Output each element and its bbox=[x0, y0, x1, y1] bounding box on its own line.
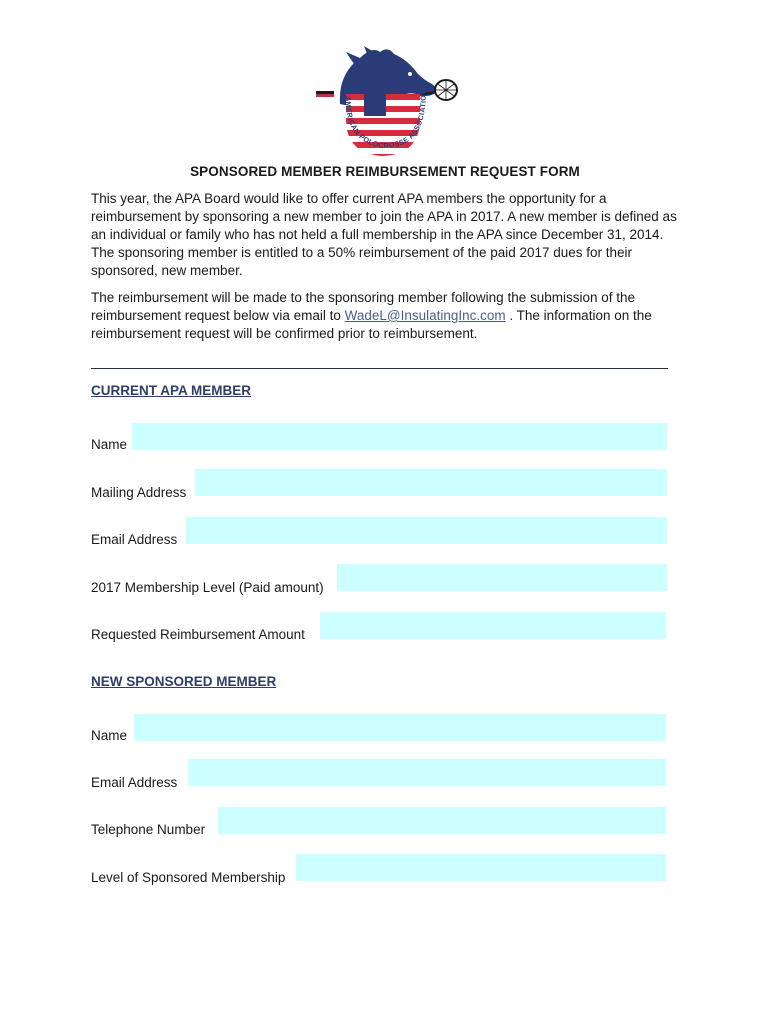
submission-text-before: The reimbursement will be made to the sponsoring member following the submission of the reimbursement request below via email to bbox=[91, 290, 636, 323]
intro-paragraph: This year, the APA Board would like to offer current APA members the opportunity for a reimbursement by sponsoring a new member to join the APA in 2017. A new member is defined as an individual or family who has not held a full membership in the APA since December 31, 2014. The sponsoring member is entitled to a 50% reimbursement of the paid 2017 dues for their sponsored, new member. bbox=[91, 191, 677, 278]
sponsored-level-label: Level of Sponsored Membership bbox=[91, 870, 286, 885]
submission-text-after: . The information on the reimbursement request will be confirmed prior to reimbursement. bbox=[91, 308, 652, 341]
contact-email-link[interactable]: WadeL@InsulatingInc.com bbox=[344, 308, 506, 323]
new-email-address-field[interactable] bbox=[188, 759, 666, 786]
current-name-label: Name bbox=[91, 437, 128, 452]
new-name-field[interactable] bbox=[134, 714, 666, 741]
current-mailing-address-field[interactable] bbox=[195, 469, 667, 496]
reimbursement-amount-label: Requested Reimbursement Amount bbox=[91, 627, 305, 642]
membership-level-label: 2017 Membership Level (Paid amount) bbox=[91, 580, 324, 595]
reimbursement-amount-field[interactable] bbox=[320, 612, 666, 639]
current-name-field[interactable] bbox=[132, 423, 667, 450]
form-title: SPONSORED MEMBER REIMBURSEMENT REQUEST FORM bbox=[190, 164, 580, 179]
section-heading-current-member: CURRENT APA MEMBER bbox=[91, 383, 251, 398]
submission-paragraph bbox=[91, 289, 681, 343]
new-name-label: Name bbox=[91, 728, 128, 743]
section-heading-new-member: NEW SPONSORED MEMBER bbox=[91, 674, 277, 689]
current-email-address-field[interactable] bbox=[186, 517, 667, 544]
telephone-number-field[interactable] bbox=[218, 807, 666, 834]
divider bbox=[91, 368, 668, 369]
sponsored-level-field[interactable] bbox=[296, 854, 666, 881]
membership-level-field[interactable] bbox=[337, 564, 667, 591]
telephone-number-label: Telephone Number bbox=[91, 822, 206, 837]
current-email-address-label: Email Address bbox=[91, 532, 178, 547]
current-mailing-address-label: Mailing Address bbox=[91, 485, 187, 500]
new-email-address-label: Email Address bbox=[91, 775, 178, 790]
logo-arc-text: AMERICAN POLOCROSSE ASSOCIATION bbox=[343, 88, 428, 151]
apa-logo bbox=[310, 44, 460, 162]
